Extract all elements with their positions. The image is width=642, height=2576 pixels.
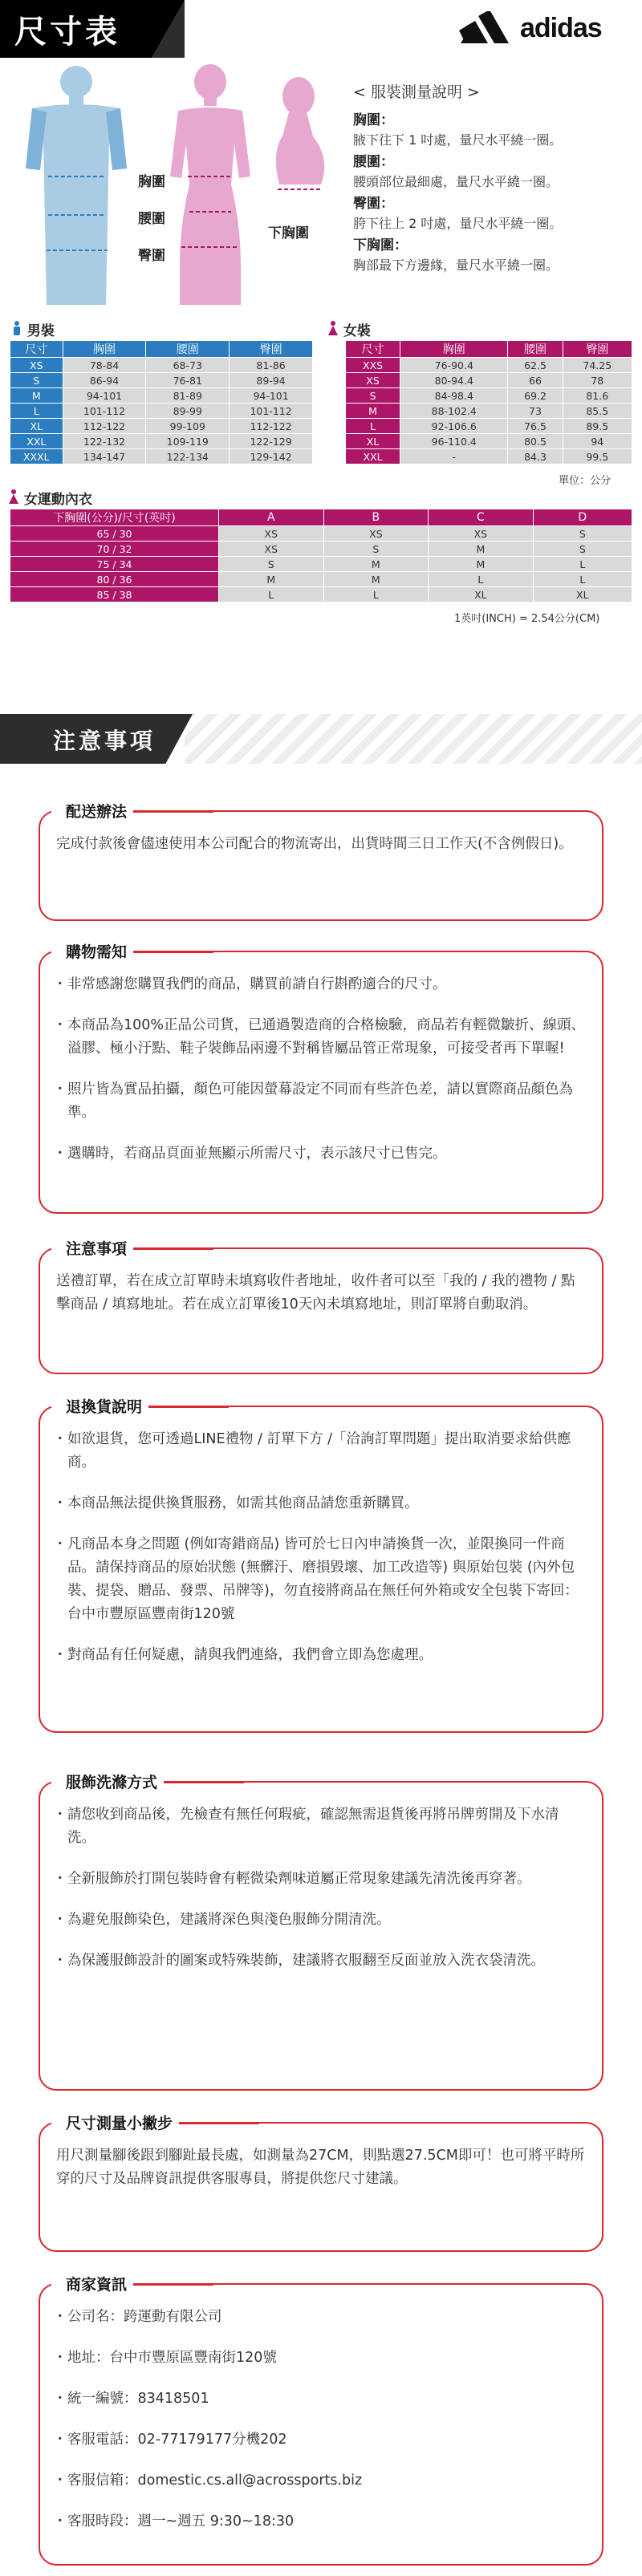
guide-item-chest: 胸圍： 腋下往下 1 吋處，量尺水平繞一圈。	[353, 112, 563, 148]
table-row: S 84-98.4 69.2 81.6	[346, 388, 632, 404]
table-row: 80 / 36 M M L L	[10, 572, 632, 587]
card-shipping: 配送辦法 完成付款後會儘速使用本公司配合的物流寄出，出貨時間三日工作天(不含例假日)。	[39, 810, 603, 921]
merchant-email: ・ 客服信箱：domestic.cs.all@acrossports.biz	[56, 2469, 586, 2493]
guide-item-hip: 臀圍： 胯下往上 2 吋處，量尺水平繞一圈。	[353, 196, 563, 231]
card-title: 注意事項	[51, 1237, 133, 1259]
list-item: ・ 如欲退貨，您可透過LINE禮物 / 訂單下方 /「洽詢訂單問題」提出取消要求給供應商。	[56, 1428, 586, 1475]
table-row: XXS 76-90.4 62.5 74.25	[346, 358, 632, 373]
table-row: XXL 122-132 109-119 122-129	[10, 434, 313, 449]
card-title: 服飾洗滌方式	[51, 1771, 164, 1792]
page-title: 尺寸表	[14, 14, 120, 51]
list-item: ・ 請您收到商品後，先檢查有無任何瑕疵，確認無需退貨後再將吊牌剪開及下水清洗。	[56, 1803, 586, 1850]
table-row: XS 80-94.4 66 78	[346, 373, 632, 388]
female-icon	[327, 321, 339, 335]
notice-header	[0, 714, 642, 764]
card-merchant	[39, 2276, 603, 2566]
table-row: S 86-94 76-81 89-94	[10, 373, 313, 388]
body-illustration	[0, 64, 337, 313]
table-row: XL 112-122 99-109 112-122	[10, 419, 313, 434]
table-header-row: 尺寸 胸圍 腰圍 臀圍	[10, 341, 313, 358]
table-row: L 101-112 89-99 101-112	[10, 404, 313, 419]
notice-title: 注意事項	[53, 728, 156, 754]
table-row: L 92-106.6 76.5 89.5	[346, 419, 632, 434]
table-row: XS 78-84 68-73 81-86	[10, 358, 313, 373]
men-table-title: 男裝	[11, 319, 55, 339]
table-row: XL 96-110.4 80.5 94	[346, 434, 632, 449]
list-item: ・ 對商品有任何疑慮，請與我們連絡，我們會立即為您處理。	[56, 1644, 586, 1667]
list-item: ・ 本商品無法提供換貨服務，如需其他商品請您重新購買。	[56, 1492, 586, 1515]
table-row: M 94-101 81-89 94-101	[10, 388, 313, 404]
card-title: 購物需知	[51, 940, 133, 962]
card-title: 尺寸測量小撇步	[51, 2112, 179, 2133]
merchant-company: ・ 公司名：跨運動有限公司	[56, 2306, 586, 2329]
male-icon	[11, 321, 22, 335]
measurement-guide	[353, 80, 634, 277]
table-row: M 88-102.4 73 85.5	[346, 404, 632, 419]
female-profile-icon	[276, 77, 324, 189]
list-item: ・ 非常感謝您購買我們的商品，購買前請自行斟酌適合的尺寸。	[56, 973, 586, 996]
list-item: ・ 為避免服飾染色，建議將深色與淺色服飾分開清洗。	[56, 1909, 586, 1932]
bra-table-title: 女運動內衣	[8, 488, 92, 508]
table-header-row: 尺寸 胸圍 腰圍 臀圍	[346, 341, 632, 358]
list-item: ・ 選購時，若商品頁面並無顯示所需尺寸，表示該尺寸已售完。	[56, 1142, 586, 1166]
merchant-tax-id: ・ 統一編號：83418501	[56, 2387, 586, 2411]
adidas-logo	[459, 11, 628, 47]
list-item: ・ 為保護服飾設計的圖案或特殊裝飾，建議將衣服翻至反面並放入洗衣袋清洗。	[56, 1949, 586, 1973]
card-title: 退換貨說明	[51, 1395, 148, 1417]
brand-wordmark: adidas	[520, 13, 602, 43]
card-washing	[39, 1774, 603, 2091]
women-table-title: 女裝	[327, 319, 371, 339]
label-underbust: 下胸圍	[268, 225, 309, 241]
label-hip: 臀圍	[138, 248, 165, 264]
label-chest: 胸圍	[138, 174, 165, 190]
body-figures	[0, 64, 337, 313]
men-size-table	[10, 340, 313, 464]
label-waist: 腰圍	[138, 211, 165, 227]
list-item: ・ 全新服飾於打開包裝時會有輕微染劑味道屬正常現象建議先清洗後再穿著。	[56, 1868, 586, 1891]
adidas-stripes-icon	[459, 11, 518, 47]
list-item: ・ 凡商品本身之問題 (例如寄錯商品) 皆可於七日內申請換貨一次，並限換同一件商品。請保持商品的原始狀態 (無髒汙、磨損毀壞、加工改造等) 與原始包裝 (內外包裝、提袋、贈品、發票、吊牌等)，勿直接將商品在無任何外箱或安全包裝下寄回：台中市豐原區豐南街120號	[56, 1533, 586, 1626]
card-title: 配送辦法	[51, 800, 133, 821]
list-item: ・ 照片皆為實品拍攝，顏色可能因螢幕設定不同而有些許色差，請以實際商品顏色為準。	[56, 1078, 586, 1125]
card-size-tips: 尺寸測量小撇步 用尺測量腳後跟到腳趾最長處，如測量為27CM，則點選27.5CM即可！也可將平時所穿的尺寸及品牌資訊提供客服專員，將提供您尺寸建議。	[39, 2122, 603, 2252]
page-header	[0, 0, 642, 58]
bra-size-table	[10, 509, 632, 602]
inch-conversion-note: 1英吋(INCH) = 2.54公分(CM)	[454, 613, 600, 625]
female-figure-icon	[170, 64, 250, 305]
table-row: XXL - 84.3 99.5	[346, 449, 632, 464]
merchant-phone: ・ 客服電話：02-77179177分機202	[56, 2428, 586, 2452]
merchant-hours: ・ 客服時段：週一~週五 9:30~18:30	[56, 2510, 586, 2533]
merchant-address: ・ 地址：台中市豐原區豐南街120號	[56, 2347, 586, 2370]
table-header-row: 下胸圍(公分)/尺寸(英吋) A B C D	[10, 509, 632, 526]
card-title: 商家資訊	[51, 2273, 133, 2294]
unit-note: 單位：公分	[559, 475, 612, 487]
card-returns	[39, 1398, 603, 1733]
male-figure-icon	[26, 66, 127, 305]
female-icon	[8, 489, 19, 504]
table-row: 65 / 30 XS XS XS S	[10, 526, 632, 542]
table-row: 70 / 32 XS S M S	[10, 542, 632, 557]
table-row: 75 / 34 S M M L	[10, 557, 632, 572]
table-row: 85 / 38 L L XL XL	[10, 587, 632, 602]
guide-item-underbust: 下胸圍： 胸部最下方邊緣，量尺水平繞一圈。	[353, 237, 559, 273]
list-item: ・ 本商品為100%正品公司貨，已通過製造商的合格檢驗，商品若有輕微皺折、線頭、溢膠、極小汙點、鞋子裝飾品兩邊不對稱皆屬品管正常現象，可接受者再下單喔!	[56, 1014, 586, 1061]
card-notes: 注意事項 送禮訂單，若在成立訂單時未填寫收件者地址，收件者可以至「我的 / 我的禮物 / 點擊商品 / 填寫地址。若在成立訂單後10天內未填寫地址，則訂單將自動取消。	[39, 1247, 603, 1374]
table-row: XXXL 134-147 122-134 129-142	[10, 449, 313, 464]
guide-title: < 服裝測量說明 >	[353, 83, 480, 101]
women-size-table	[345, 340, 632, 464]
guide-item-waist: 腰圍： 腰頭部位最細處，量尺水平繞一圈。	[353, 154, 559, 189]
card-purchase	[39, 943, 603, 1214]
